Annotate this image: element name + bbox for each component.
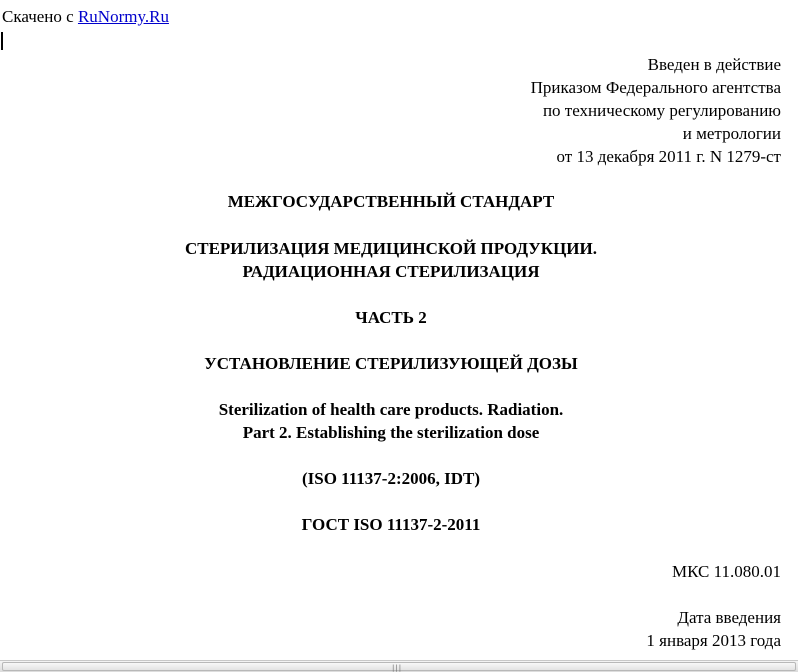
subtitle-ru	[0, 352, 782, 375]
gost-number	[0, 513, 782, 536]
title-ru-line: СТЕРИЛИЗАЦИЯ МЕДИЦИНСКОЙ ПРОДУКЦИИ.	[184, 239, 598, 258]
horizontal-scrollbar[interactable]	[0, 660, 798, 672]
gost-number-text: ГОСТ ISO 11137-2-2011	[301, 515, 481, 534]
source-prefix: Скачено с	[2, 7, 78, 26]
text-caret	[1, 32, 3, 50]
approval-line: Введен в действие	[647, 55, 781, 74]
part-heading	[0, 306, 782, 329]
title-en-line: Sterilization of health care products. Radiation.	[218, 400, 564, 419]
standard-type-text: МЕЖГОСУДАРСТВЕННЫЙ СТАНДАРТ	[227, 192, 555, 211]
scrollbar-thumb[interactable]	[2, 662, 796, 671]
title-en-line: Part 2. Establishing the sterilization dose	[242, 423, 540, 442]
intro-date-value: 1 января 2013 года	[646, 631, 781, 650]
approval-line: от 13 декабря 2011 г. N 1279-ст	[556, 147, 781, 166]
approval-block	[531, 53, 781, 168]
title-ru-line: РАДИАЦИОННАЯ СТЕРИЛИЗАЦИЯ	[242, 262, 540, 281]
approval-line: и метрологии	[682, 124, 781, 143]
source-line	[2, 7, 169, 27]
mks-code-text: МКС 11.080.01	[672, 562, 781, 581]
title-ru	[0, 237, 782, 283]
part-text: ЧАСТЬ 2	[355, 308, 427, 327]
approval-line: по техническому регулированию	[542, 101, 781, 120]
iso-reference	[0, 467, 782, 490]
intro-date	[646, 606, 781, 652]
title-en	[0, 398, 782, 444]
approval-line: Приказом Федерального агентства	[530, 78, 781, 97]
intro-date-label: Дата введения	[677, 608, 781, 627]
subtitle-ru-text: УСТАНОВЛЕНИЕ СТЕРИЛИЗУЮЩЕЙ ДОЗЫ	[204, 354, 578, 373]
standard-type	[0, 190, 782, 213]
iso-reference-text: (ISO 11137-2:2006, IDT)	[301, 469, 481, 488]
source-link[interactable]: RuNormy.Ru	[77, 7, 169, 26]
mks-code	[672, 560, 781, 583]
scrollbar-grip-icon: |||	[392, 664, 403, 672]
